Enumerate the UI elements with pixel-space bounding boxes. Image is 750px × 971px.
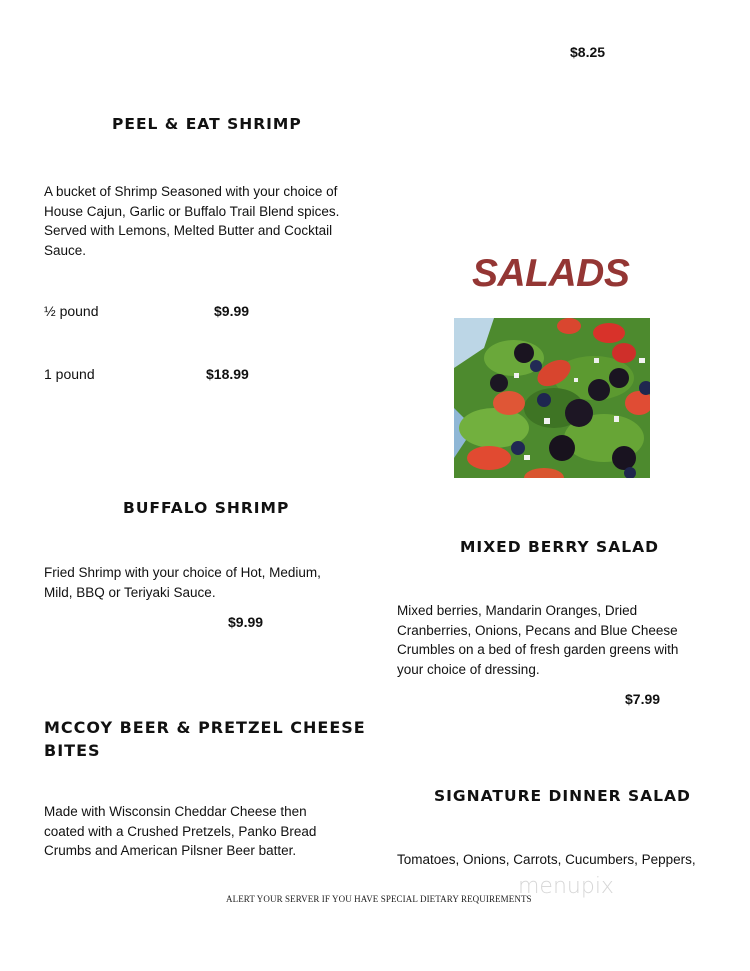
item-description xyxy=(44,563,374,602)
size-price: $9.99 xyxy=(214,303,250,319)
carryover-price: $8.25 xyxy=(570,44,606,60)
item-title: PEEL & EAT SHRIMP xyxy=(112,115,302,133)
mixed-berry-salad-image xyxy=(454,318,650,478)
description-line: A bucket of Shrimp Seasoned with your choice of xyxy=(44,184,338,199)
item-title: BUFFALO SHRIMP xyxy=(123,499,290,517)
item-description xyxy=(44,182,374,260)
size-label: 1 pound xyxy=(44,366,95,382)
description-line: Mixed berries, Mandarin Oranges, Dried xyxy=(397,603,638,618)
description-line: your choice of dressing. xyxy=(397,661,540,677)
description-line: House Cajun, Garlic or Buffalo Trail Blend spices. xyxy=(44,203,340,219)
item-price: $7.99 xyxy=(625,691,661,707)
description-line: Crumbles on a bed of fresh garden greens with xyxy=(397,642,679,657)
description-line: Served with Lemons, Melted Butter and Cocktail xyxy=(44,223,333,238)
size-price: $18.99 xyxy=(206,366,249,382)
description-line: Cranberries, Onions, Pecans and Blue Cheese xyxy=(397,622,678,638)
salad-photo xyxy=(454,318,650,478)
description-line: Fried Shrimp with your choice of Hot, Medium, xyxy=(44,565,321,580)
description-line: coated with a Crushed Pretzels, Panko Bread xyxy=(44,823,317,839)
item-title xyxy=(44,716,366,762)
size-label: ½ pound xyxy=(44,303,99,319)
description-line: Mild, BBQ or Teriyaki Sauce. xyxy=(44,584,216,600)
item-description xyxy=(397,850,737,870)
item-description xyxy=(44,802,374,861)
description-line: Tomatoes, Onions, Carrots, Cucumbers, Peppers, xyxy=(397,852,696,867)
section-title-salads: SALADS xyxy=(472,252,630,295)
item-title: MIXED BERRY SALAD xyxy=(460,538,659,556)
dietary-notice: ALERT YOUR SERVER IF YOU HAVE SPECIAL DIETARY REQUIREMENTS xyxy=(226,894,532,904)
title-line: MCCOY BEER & PRETZEL CHEESE xyxy=(44,718,366,737)
description-line: Made with Wisconsin Cheddar Cheese then xyxy=(44,804,307,819)
description-line: Crumbs and American Pilsner Beer batter. xyxy=(44,843,297,858)
description-line: Sauce. xyxy=(44,242,87,258)
item-price: $9.99 xyxy=(228,614,264,630)
menupix-watermark: menupix xyxy=(518,874,614,899)
title-line: BITES xyxy=(44,741,101,760)
item-description xyxy=(397,601,727,679)
item-title: SIGNATURE DINNER SALAD xyxy=(434,787,691,805)
